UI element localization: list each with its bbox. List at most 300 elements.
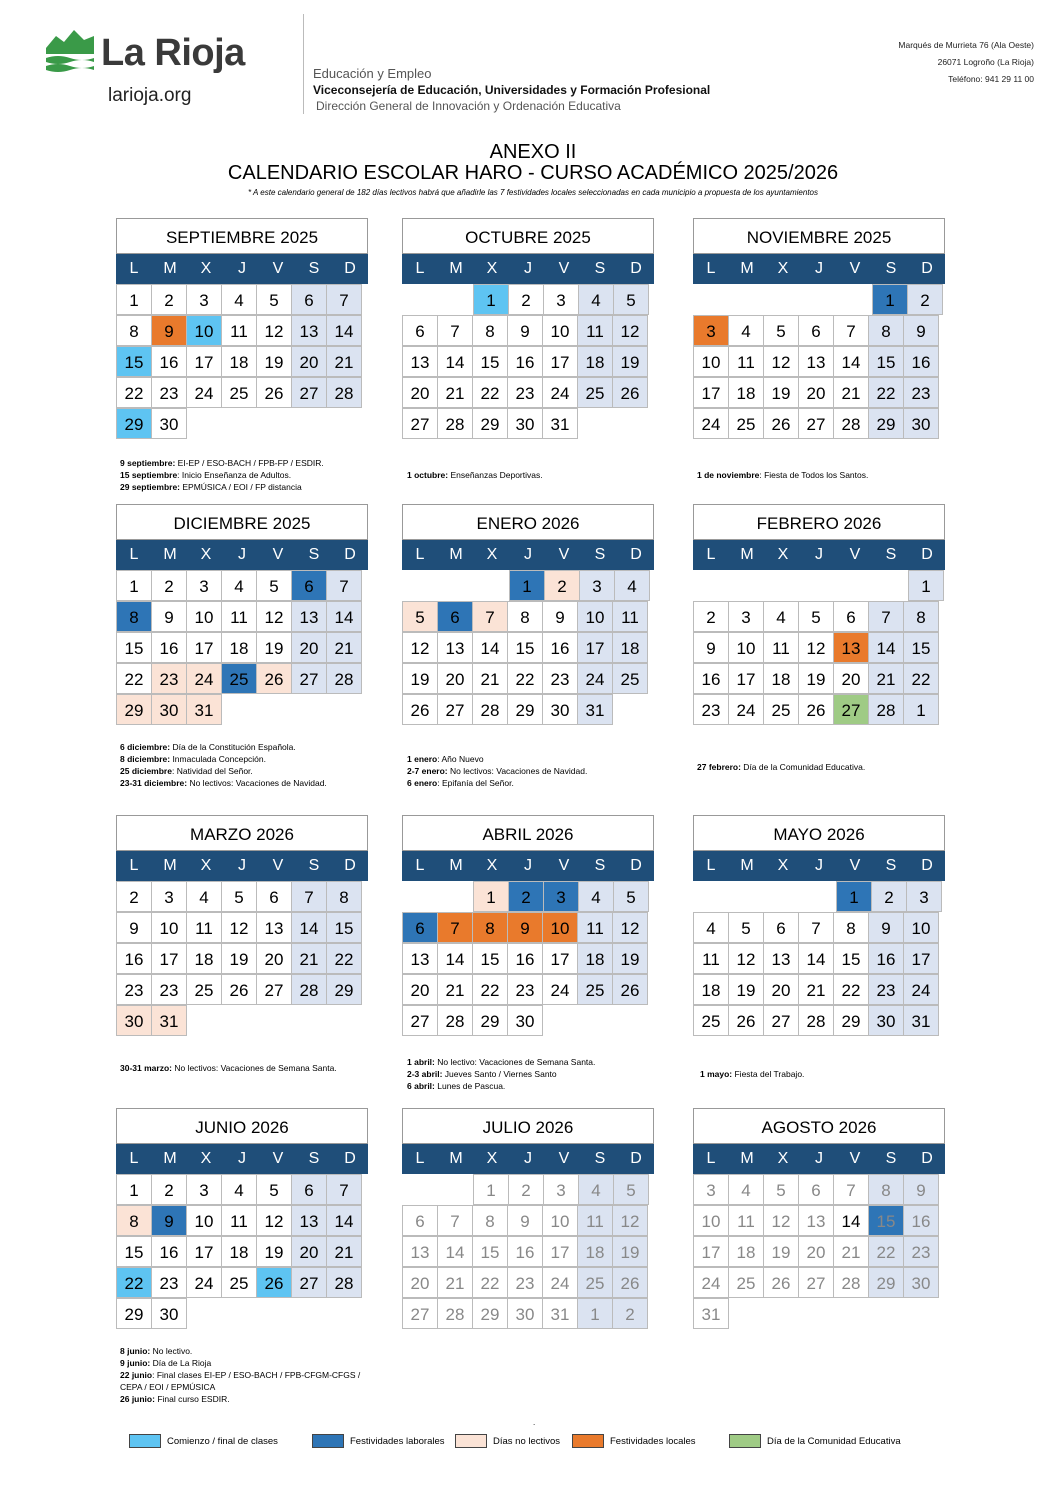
- legend-label: Festividades laborales: [350, 1435, 445, 1447]
- day-cell: 30: [903, 1267, 939, 1298]
- week-row: [402, 1174, 654, 1205]
- day-cell: 25: [612, 663, 648, 694]
- day-cell: 14: [437, 346, 473, 377]
- week-row: [693, 1005, 945, 1036]
- day-cell: 5: [256, 570, 292, 601]
- day-cell: 29: [868, 408, 904, 439]
- legend-swatch: [129, 1434, 161, 1448]
- weekday-label: M: [163, 1150, 177, 1167]
- day-cell: 19: [763, 377, 799, 408]
- day-cell: 28: [833, 408, 869, 439]
- weekday-label: L: [706, 1150, 716, 1167]
- day-cell: 21: [437, 974, 473, 1005]
- day-cell: 16: [151, 1236, 187, 1267]
- empty-cell: [765, 1298, 801, 1329]
- day-cell: 6: [437, 601, 473, 632]
- day-cell: 16: [693, 663, 729, 694]
- day-cell: 6: [291, 570, 327, 601]
- day-cell: 17: [186, 1236, 222, 1267]
- empty-cell: [223, 1005, 259, 1036]
- day-cell: 1: [116, 570, 152, 601]
- day-cell: 24: [728, 694, 764, 725]
- day-cell: 13: [291, 315, 327, 346]
- day-cell: 26: [612, 974, 648, 1005]
- day-cell: 19: [612, 1236, 648, 1267]
- weekday-label: M: [449, 1150, 463, 1167]
- note-line: 1 enero: Año Nuevo: [407, 754, 484, 764]
- day-cell: 28: [833, 1267, 869, 1298]
- weekday-label: J: [524, 546, 532, 563]
- address-line: Teléfono: 941 29 11 00: [948, 74, 1034, 84]
- day-cell: 20: [402, 974, 438, 1005]
- day-cell: 2: [871, 881, 907, 912]
- empty-cell: [331, 1298, 367, 1329]
- day-cell: 22: [472, 377, 508, 408]
- day-cell: 27: [291, 663, 327, 694]
- day-cell: 23: [507, 1267, 543, 1298]
- day-cell: 11: [577, 1205, 613, 1236]
- day-cell: 28: [326, 663, 362, 694]
- weekday-label: D: [630, 260, 642, 277]
- day-cell: 16: [151, 346, 187, 377]
- day-cell: 12: [612, 1205, 648, 1236]
- weekday-label: J: [238, 546, 246, 563]
- day-cell: 2: [116, 881, 152, 912]
- day-cell: 14: [437, 943, 473, 974]
- day-cell: 20: [798, 1236, 834, 1267]
- week-row: [402, 632, 654, 663]
- day-cell: 6: [798, 1174, 834, 1205]
- day-cell: 4: [728, 1174, 764, 1205]
- day-cell: 26: [256, 663, 292, 694]
- empty-cell: [578, 408, 614, 439]
- day-cell: 27: [798, 1267, 834, 1298]
- day-cell: 22: [472, 974, 508, 1005]
- weekday-label: V: [272, 1150, 284, 1167]
- empty-cell: [438, 570, 474, 601]
- day-cell: 20: [833, 663, 869, 694]
- day-cell: 28: [326, 1267, 362, 1298]
- day-cell: 23: [507, 377, 543, 408]
- month-name: NOVIEMBRE 2025: [693, 218, 945, 254]
- day-cell: 27: [833, 694, 869, 725]
- weekday-header: [116, 851, 368, 881]
- day-cell: 13: [402, 943, 438, 974]
- day-cell: 31: [151, 1005, 187, 1036]
- note-line: 27 febrero: Día de la Comunidad Educativa.: [697, 762, 866, 772]
- day-cell: 1: [872, 284, 908, 315]
- weekday-label: V: [272, 546, 284, 563]
- day-cell: 27: [402, 1005, 438, 1036]
- day-cell: 10: [577, 601, 613, 632]
- day-cell: 29: [116, 694, 152, 725]
- weekday-label: L: [415, 857, 425, 874]
- note-line: 26 junio: Final curso ESDIR.: [120, 1394, 230, 1404]
- week-row: [402, 663, 654, 694]
- weekday-label: X: [777, 260, 789, 277]
- day-cell: 6: [763, 912, 799, 943]
- weekday-label: J: [238, 260, 246, 277]
- day-cell: 30: [151, 1298, 187, 1329]
- day-cell: 1: [473, 1174, 509, 1205]
- week-row: [116, 663, 368, 694]
- day-cell: 14: [833, 1205, 869, 1236]
- day-cell: 27: [256, 974, 292, 1005]
- month-name: MAYO 2026: [693, 815, 945, 851]
- week-row: [402, 1267, 654, 1298]
- weekday-label: M: [449, 260, 463, 277]
- note-line: 6 enero: Epifanía del Señor.: [407, 778, 514, 788]
- note-line: 2-7 enero: No lectivos: Vacaciones de Navidad.: [407, 766, 588, 776]
- day-cell: 31: [542, 408, 578, 439]
- day-cell: 14: [326, 1205, 362, 1236]
- day-cell: 19: [798, 663, 834, 694]
- day-cell: 21: [326, 346, 362, 377]
- day-cell: 4: [221, 570, 257, 601]
- day-cell: 25: [577, 974, 613, 1005]
- day-cell: 24: [542, 974, 578, 1005]
- week-row: [693, 1236, 945, 1267]
- day-cell: 2: [508, 1174, 544, 1205]
- day-cell: 26: [763, 1267, 799, 1298]
- weekday-label: V: [849, 857, 861, 874]
- note-line: 1 mayo: Fiesta del Trabajo.: [700, 1069, 805, 1079]
- day-cell: 27: [402, 1298, 438, 1329]
- day-cell: 16: [868, 943, 904, 974]
- day-cell: 6: [402, 315, 438, 346]
- empty-cell: [801, 284, 837, 315]
- day-cell: 29: [116, 408, 152, 439]
- week-row: [402, 346, 654, 377]
- week-row: [402, 284, 654, 315]
- note-line: 15 septiembre: Inicio Enseñanza de Adultos.: [120, 470, 292, 480]
- empty-cell: [801, 881, 837, 912]
- day-cell: 15: [903, 632, 939, 663]
- day-cell: 8: [903, 601, 939, 632]
- day-cell: 2: [508, 284, 544, 315]
- day-cell: 10: [693, 346, 729, 377]
- day-cell: 9: [507, 315, 543, 346]
- month-calendar: [402, 815, 654, 1036]
- month-notes: [120, 1345, 365, 1405]
- empty-cell: [801, 1298, 837, 1329]
- empty-cell: [438, 284, 474, 315]
- day-cell: 30: [868, 1005, 904, 1036]
- week-row: [116, 1005, 368, 1036]
- month-name: ENERO 2026: [402, 504, 654, 540]
- day-cell: 7: [472, 601, 508, 632]
- day-cell: 6: [291, 284, 327, 315]
- day-cell: 14: [326, 315, 362, 346]
- day-cell: 25: [186, 974, 222, 1005]
- day-cell: 3: [693, 315, 729, 346]
- note-line: 6 diciembre: Día de la Constitución Española.: [120, 742, 296, 752]
- day-cell: 2: [612, 1298, 648, 1329]
- day-cell: 10: [186, 1205, 222, 1236]
- day-cell: 13: [833, 632, 869, 663]
- weekday-label: J: [238, 857, 246, 874]
- day-cell: 27: [798, 408, 834, 439]
- weekday-label: L: [706, 857, 716, 874]
- day-cell: 29: [472, 1005, 508, 1036]
- weekday-header: [402, 540, 654, 570]
- day-cell: 21: [868, 663, 904, 694]
- empty-cell: [402, 284, 438, 315]
- day-cell: 7: [437, 1205, 473, 1236]
- month-name: MARZO 2026: [116, 815, 368, 851]
- week-row: [402, 570, 654, 601]
- weekday-label: D: [921, 260, 933, 277]
- day-cell: 30: [151, 694, 187, 725]
- day-cell: 14: [437, 1236, 473, 1267]
- weekday-label: L: [129, 1150, 139, 1167]
- month-calendar: [402, 504, 654, 725]
- day-cell: 7: [833, 1174, 869, 1205]
- day-cell: 4: [578, 1174, 614, 1205]
- weekday-label: M: [163, 546, 177, 563]
- address-block: [898, 37, 1034, 88]
- weekday-label: L: [415, 260, 425, 277]
- weekday-label: X: [486, 857, 498, 874]
- weekday-label: J: [524, 857, 532, 874]
- day-cell: 24: [577, 663, 613, 694]
- weekday-label: J: [815, 546, 823, 563]
- day-cell: 22: [116, 663, 152, 694]
- week-row: [693, 632, 945, 663]
- day-cell: 5: [221, 881, 257, 912]
- note-line: 1 de noviembre: Fiesta de Todos los Santos.: [697, 470, 869, 480]
- day-cell: 15: [507, 632, 543, 663]
- day-cell: 27: [763, 1005, 799, 1036]
- day-cell: 29: [326, 974, 362, 1005]
- day-cell: 10: [186, 315, 222, 346]
- day-cell: 29: [507, 694, 543, 725]
- day-cell: 7: [326, 284, 362, 315]
- day-cell: 17: [903, 943, 939, 974]
- day-cell: 15: [116, 346, 152, 377]
- weekday-label: X: [777, 1150, 789, 1167]
- weekday-label: J: [815, 1150, 823, 1167]
- day-cell: 24: [542, 1267, 578, 1298]
- day-cell: 18: [693, 974, 729, 1005]
- week-row: [693, 1174, 945, 1205]
- day-cell: 3: [906, 881, 942, 912]
- day-cell: 1: [473, 284, 509, 315]
- weekday-label: L: [129, 546, 139, 563]
- day-cell: 6: [402, 912, 438, 943]
- day-cell: 7: [326, 570, 362, 601]
- day-cell: 5: [763, 1174, 799, 1205]
- empty-cell: [873, 570, 909, 601]
- day-cell: 11: [577, 912, 613, 943]
- day-cell: 30: [903, 408, 939, 439]
- weekday-label: M: [163, 260, 177, 277]
- day-cell: 3: [543, 284, 579, 315]
- day-cell: 17: [693, 377, 729, 408]
- day-cell: 17: [542, 943, 578, 974]
- day-cell: 17: [186, 632, 222, 663]
- day-cell: 18: [612, 632, 648, 663]
- day-cell: 28: [868, 694, 904, 725]
- weekday-label: S: [308, 857, 320, 874]
- month-notes: [120, 741, 335, 789]
- day-cell: 7: [798, 912, 834, 943]
- day-cell: 12: [763, 1205, 799, 1236]
- day-cell: 18: [221, 632, 257, 663]
- day-cell: 8: [472, 912, 508, 943]
- empty-cell: [402, 881, 438, 912]
- month-notes: [407, 469, 652, 481]
- day-cell: 3: [151, 881, 187, 912]
- day-cell: 21: [326, 632, 362, 663]
- day-cell: 2: [151, 570, 187, 601]
- day-cell: 4: [728, 315, 764, 346]
- day-cell: 12: [256, 601, 292, 632]
- day-cell: 18: [763, 663, 799, 694]
- day-cell: 21: [472, 663, 508, 694]
- day-cell: 16: [903, 346, 939, 377]
- weekday-label: X: [200, 1150, 212, 1167]
- day-cell: 24: [903, 974, 939, 1005]
- empty-cell: [837, 570, 873, 601]
- day-cell: 3: [693, 1174, 729, 1205]
- day-cell: 11: [221, 1205, 257, 1236]
- weekday-header: [116, 254, 368, 284]
- empty-cell: [258, 694, 294, 725]
- day-cell: 5: [613, 1174, 649, 1205]
- legend-label: Día de la Comunidad Educativa: [767, 1435, 901, 1447]
- weekday-label: M: [163, 857, 177, 874]
- empty-cell: [187, 1298, 223, 1329]
- day-cell: 30: [507, 1005, 543, 1036]
- day-cell: 18: [577, 943, 613, 974]
- weekday-label: L: [415, 546, 425, 563]
- weekday-label: J: [815, 857, 823, 874]
- empty-cell: [614, 408, 650, 439]
- day-cell: 25: [577, 377, 613, 408]
- legend-swatch: [572, 1434, 604, 1448]
- day-cell: 22: [868, 1236, 904, 1267]
- weekday-header: [402, 254, 654, 284]
- empty-cell: [222, 694, 258, 725]
- day-cell: 8: [116, 601, 152, 632]
- day-cell: 2: [508, 881, 544, 912]
- day-cell: 9: [903, 1174, 939, 1205]
- empty-cell: [223, 408, 259, 439]
- day-cell: 3: [579, 570, 615, 601]
- day-cell: 22: [116, 377, 152, 408]
- day-cell: 15: [116, 632, 152, 663]
- day-cell: 9: [507, 912, 543, 943]
- day-cell: 14: [472, 632, 508, 663]
- day-cell: 1: [903, 694, 939, 725]
- weekday-label: D: [921, 546, 933, 563]
- day-cell: 20: [256, 943, 292, 974]
- day-cell: 23: [116, 974, 152, 1005]
- day-cell: 9: [151, 1205, 187, 1236]
- day-cell: 27: [291, 377, 327, 408]
- week-row: [116, 346, 368, 377]
- day-cell: 1: [473, 881, 509, 912]
- day-cell: 17: [186, 346, 222, 377]
- day-cell: 21: [437, 377, 473, 408]
- week-row: [402, 1298, 654, 1329]
- day-cell: 10: [693, 1205, 729, 1236]
- day-cell: 30: [116, 1005, 152, 1036]
- day-cell: 17: [542, 1236, 578, 1267]
- note-line: 2-3 abril: Jueves Santo / Viernes Santo: [407, 1069, 557, 1079]
- weekday-label: S: [885, 857, 897, 874]
- week-row: [402, 315, 654, 346]
- day-cell: 12: [612, 315, 648, 346]
- day-cell: 18: [221, 1236, 257, 1267]
- day-cell: 10: [186, 601, 222, 632]
- day-cell: 29: [868, 1267, 904, 1298]
- day-cell: 27: [437, 694, 473, 725]
- day-cell: 1: [116, 284, 152, 315]
- empty-cell: [909, 1298, 945, 1329]
- day-cell: 15: [472, 346, 508, 377]
- day-cell: 11: [612, 601, 648, 632]
- day-cell: 20: [437, 663, 473, 694]
- month-notes: [407, 1056, 652, 1092]
- day-cell: 26: [612, 1267, 648, 1298]
- month-calendar: [116, 815, 368, 1036]
- day-cell: 12: [256, 1205, 292, 1236]
- weekday-label: L: [706, 546, 716, 563]
- empty-cell: [765, 570, 801, 601]
- weekday-label: M: [449, 857, 463, 874]
- weekday-label: D: [344, 1150, 356, 1167]
- day-cell: 24: [186, 377, 222, 408]
- month-name: SEPTIEMBRE 2025: [116, 218, 368, 254]
- weekday-label: V: [849, 546, 861, 563]
- day-cell: 12: [256, 315, 292, 346]
- empty-cell: [765, 284, 801, 315]
- day-cell: 19: [763, 1236, 799, 1267]
- note-line: 23-31 diciembre: No lectivos: Vacaciones de Navidad.: [120, 778, 327, 788]
- day-cell: 22: [833, 974, 869, 1005]
- day-cell: 20: [291, 1236, 327, 1267]
- week-row: [116, 943, 368, 974]
- day-cell: 12: [798, 632, 834, 663]
- week-row: [402, 377, 654, 408]
- day-cell: 20: [798, 377, 834, 408]
- weekday-label: S: [885, 260, 897, 277]
- day-cell: 11: [728, 1205, 764, 1236]
- day-cell: 24: [693, 1267, 729, 1298]
- day-cell: 7: [437, 912, 473, 943]
- logo-text: La Rioja: [101, 32, 245, 74]
- month-name: AGOSTO 2026: [693, 1108, 945, 1144]
- day-cell: 8: [868, 315, 904, 346]
- note-line: 25 diciembre: Natividad del Señor.: [120, 766, 253, 776]
- day-cell: 10: [903, 912, 939, 943]
- day-cell: 5: [613, 284, 649, 315]
- day-cell: 11: [728, 346, 764, 377]
- weekday-label: V: [558, 857, 570, 874]
- logo-url[interactable]: larioja.org: [108, 85, 192, 106]
- day-cell: 19: [612, 346, 648, 377]
- day-cell: 23: [903, 377, 939, 408]
- day-cell: 19: [612, 943, 648, 974]
- day-cell: 7: [833, 315, 869, 346]
- day-cell: 14: [326, 601, 362, 632]
- empty-cell: [474, 570, 510, 601]
- weekday-label: S: [308, 260, 320, 277]
- day-cell: 1: [908, 570, 944, 601]
- day-cell: 16: [116, 943, 152, 974]
